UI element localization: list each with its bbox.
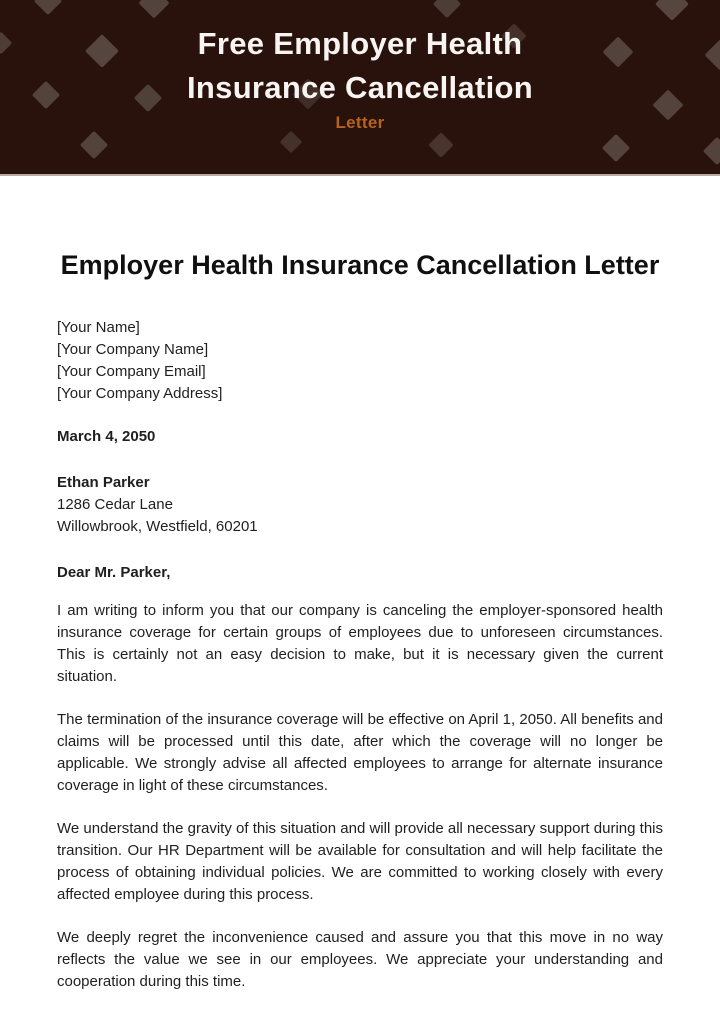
diamond-shape bbox=[602, 134, 630, 162]
banner-title-line-2: Insurance Cancellation bbox=[187, 70, 533, 105]
body-paragraph-1: I am writing to inform you that our company is canceling the employer-sponsored health insurance coverage for certain groups of employees due to unforeseen circumstances. This is certainly not an easy decision to make, but it is necessary given the current situation. bbox=[57, 602, 663, 686]
diamond-shape bbox=[280, 131, 303, 154]
banner-content bbox=[0, 0, 720, 133]
letter-document bbox=[0, 246, 720, 993]
banner-title bbox=[0, 22, 720, 110]
recipient-name: Ethan Parker bbox=[57, 474, 150, 492]
sender-email-placeholder: [Your Company Email] bbox=[57, 363, 206, 381]
recipient-address-line-2: Willowbrook, Westfield, 60201 bbox=[57, 518, 258, 536]
salutation: Dear Mr. Parker, bbox=[57, 564, 171, 582]
letter-date: March 4, 2050 bbox=[57, 428, 156, 446]
template-banner bbox=[0, 0, 720, 176]
sender-name-placeholder: [Your Name] bbox=[57, 319, 140, 337]
banner-subtitle: Letter bbox=[335, 113, 385, 132]
body-paragraph-4: We deeply regret the inconvenience caused and assure you that this move in no way reflects the value we see in our employees. We appreciate your understanding and cooperation during this time. bbox=[57, 929, 663, 991]
body-paragraph-3: We understand the gravity of this situation and will provide all necessary support during this transition. Our HR Department will be available for consultation and will help facilitate the process of obtaining individual policies. We are committed to working closely with every affected employee during this process. bbox=[57, 820, 663, 904]
sender-address-placeholder: [Your Company Address] bbox=[57, 385, 223, 403]
document-title: Employer Health Insurance Cancellation Letter bbox=[60, 250, 660, 280]
diamond-shape bbox=[703, 137, 720, 165]
sender-company-placeholder: [Your Company Name] bbox=[57, 341, 209, 359]
diamond-shape bbox=[80, 131, 108, 159]
sender-block bbox=[57, 317, 663, 405]
diamond-shape bbox=[428, 132, 453, 157]
recipient-block bbox=[57, 472, 663, 538]
recipient-address-line-1: 1286 Cedar Lane bbox=[57, 496, 173, 514]
body-paragraph-2: The termination of the insurance coverage will be effective on April 1, 2050. All benefits and claims will be processed until this date, after which the coverage will no longer be applicable. We strongly advise all affected employees to arrange for alternate insurance coverage in light of these circumstances. bbox=[57, 711, 663, 795]
banner-title-line-1: Free Employer Health bbox=[197, 26, 523, 61]
